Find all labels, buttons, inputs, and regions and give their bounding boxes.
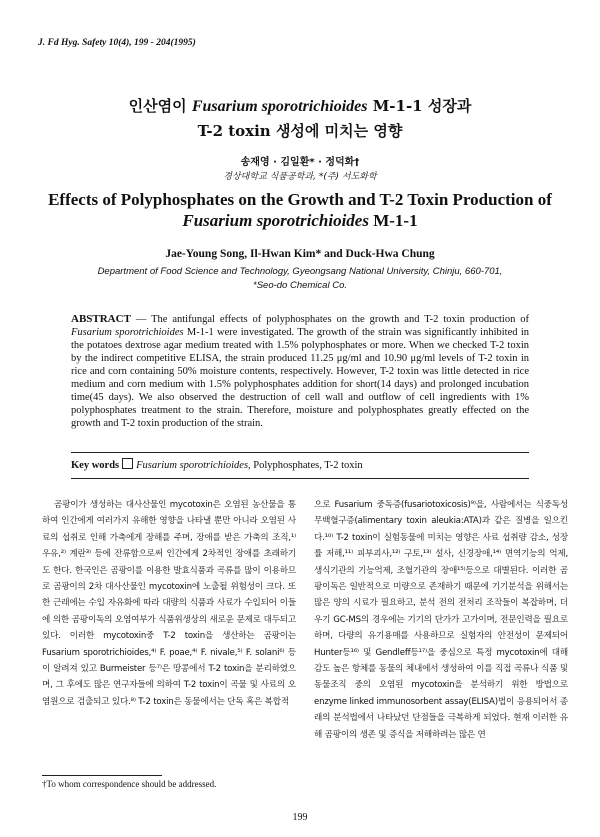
korean-title-species: Fusarium sporotrichioides xyxy=(191,98,368,115)
abstract-dash: — xyxy=(130,314,152,325)
page-number: 199 xyxy=(292,812,308,823)
body-right-column: 으로 Fusarium 중독증(fusariotoxicosis)⁹⁾을, 사람에서는 식중독성 무백혈구증(alimentary toxin aleukia:ATA)과 같은 질병을 일으킨다.¹⁰⁾ T-2 toxin이 실험동물에 미치는 영향은 사료 섭취량 감소, 성장률 저해,¹¹⁾ 피부괴사,¹²⁾ 구토,¹³⁾ 설사, 신경장애,¹⁴⁾ 면역기능의 억제, 생식기관의 기능억제, 조혈기관의 장애¹⁵⁾등으로 대별된다. 이러한 곰팡이독은 일반적으로 미량으로 존재하기 때문에 기기분석을 위해서는 많은 양의 시료가 필요하고, 분석 전의 전처리 조작들이 복잡하며, 더우기 GC-MS의 경우에는 기기의 단가가 고가이며, 전문인력을 필요로 하며, 다량의 유기용매를 사용하므로 실험자의 안전성이 문제되어 Hunter등¹⁶⁾ 및 Gendleff등¹⁷⁾을 중심으로 특정 mycotoxin에 대해 감도 높은 항체를 동물의 체내에서 생성하여 이를 직접 곡류나 식품 및 동물조직 중의 오염된 mycotoxin을 분석하기 위한 방법으로 enzyme linked immunosorbent assay(ELISA)법이 응용되어서 종래의 분석법에서 나타났던 단점들을 극복하게 되었다. 현재 이러한 유해 곰팡이의 생존 및 증식을 저해하려는 많은 연 xyxy=(314,500,568,740)
keywords-top-rule xyxy=(71,452,529,453)
journal-citation: J. Fd Hyg. Safety 10(4), 199 - 204(1995) xyxy=(38,38,196,48)
footnote-rule xyxy=(42,775,162,776)
keywords xyxy=(71,458,529,471)
body-left-column: 곰팡이가 생성하는 대사산물인 mycotoxin은 오염된 농산물을 통하여 인간에게 여러가지 유해한 영향을 나타낼 뿐만 아니라 오염된 사료의 섭취로 인해 가축에게 장해를 주며, 장애를 받은 가축의 조직,¹⁾ 우유,²⁾ 계란³⁾ 등에 잔류함으로써 인간에게 2차적인 장애를 초래하기도 한다. 한국인은 곰팡이를 이용한 발효식품과 곡류를 많이 이용하므로 곰팡이의 2차 대사산물인 mycotoxin에 노출될 위험성이 크다. 또한 근래에는 수입 자유화에 따라 대량의 식품과 사료가 수입되어 이들에 의한 곰팡이독의 오염여부가 식품위생상의 새로운 문제로 대두되고 있다. 이러한 mycotoxin중 T-2 toxin을 생산하는 곰팡이는 Fusarium sporotrichioides,⁴⁾ F. poae,⁴⁾ F. nivale,⁵⁾ F. solani⁶⁾ 등이 알려져 있고 Burmeister 등⁷⁾은 땅콩에서 T-2 toxin을 분리하였으며, 그 후에도 많은 연구자들에 의하여 T-2 toxin이 곡물 및 사료의 오염원으로 검출되고 있다.⁸⁾ T-2 toxin은 동물에서는 단독 혹은 복합적 xyxy=(42,500,296,707)
keywords-box-icon xyxy=(122,458,133,469)
abstract-text-a: The antifungal effects of polyphosphates on the growth and T-2 toxin production of xyxy=(151,314,530,325)
korean-title-line2: T-2 toxin 생성에 미치는 영향 xyxy=(197,122,403,140)
korean-title-line1 xyxy=(0,95,600,116)
english-authors: Jae-Young Song, Il-Hwan Kim* and Duck-Hwa Chung xyxy=(165,248,435,260)
abstract-label: ABSTRACT xyxy=(71,313,131,325)
korean-title-pre: 인산염이 xyxy=(128,97,192,115)
korean-authors: 송재영 · 김일환* · 정덕화† xyxy=(240,157,360,168)
english-affiliation-2: *Seo-do Chemical Co. xyxy=(253,280,347,291)
english-title-species: Fusarium sporotrichioides xyxy=(182,211,369,230)
footnote: †To whom correspondence should be addressed. xyxy=(42,779,217,789)
abstract-species: Fusarium sporotrichioides xyxy=(71,327,184,338)
english-title-line2 xyxy=(30,211,570,231)
english-title-line1: Effects of Polyphosphates on the Growth and T-2 Toxin Production of xyxy=(48,190,552,209)
abstract xyxy=(71,313,529,430)
english-affiliation-1: Department of Food Science and Technology, Gyeongsang National University, Chinju, 660-701, xyxy=(97,266,503,277)
keywords-species: Fusarium sporotrichioides xyxy=(136,460,249,471)
keywords-bottom-rule xyxy=(71,478,529,479)
keywords-label: Key words xyxy=(71,460,120,471)
korean-affiliation: 경상대학교 식품공학과, *(주) 서도화학 xyxy=(223,172,377,182)
korean-title-post: M-1-1 성장과 xyxy=(367,97,472,115)
english-title-post: M-1-1 xyxy=(368,211,418,230)
keywords-rest: , Polyphosphates, T-2 toxin xyxy=(248,460,363,471)
abstract-text-b: M-1-1 were investigated. The growth of the strain was significantly inhibited in the potatoes dextrose agar medium treated with 1.5% polyphosphates or more. When we checked T-2 toxin by the indirect competitive ELISA, the strain produced 11.25 μg/ml and 10.90 μg/ml levels of T-2 toxin in rice and corn containing 50% moisture contents, respectively. However, T-2 toxin was little detected in rice medium and corn medium with 1.5% polyphosphates addition for short(14 days) and prolonged incubation time(45 days). We also observed the destruction of cell wall and outflow of cell ingredients with 1% polyphosphates treatment to the strain. Therefore, moisture and polyphosphates greatly effected on the growth and T-2 toxin production of the strain. xyxy=(71,327,529,429)
